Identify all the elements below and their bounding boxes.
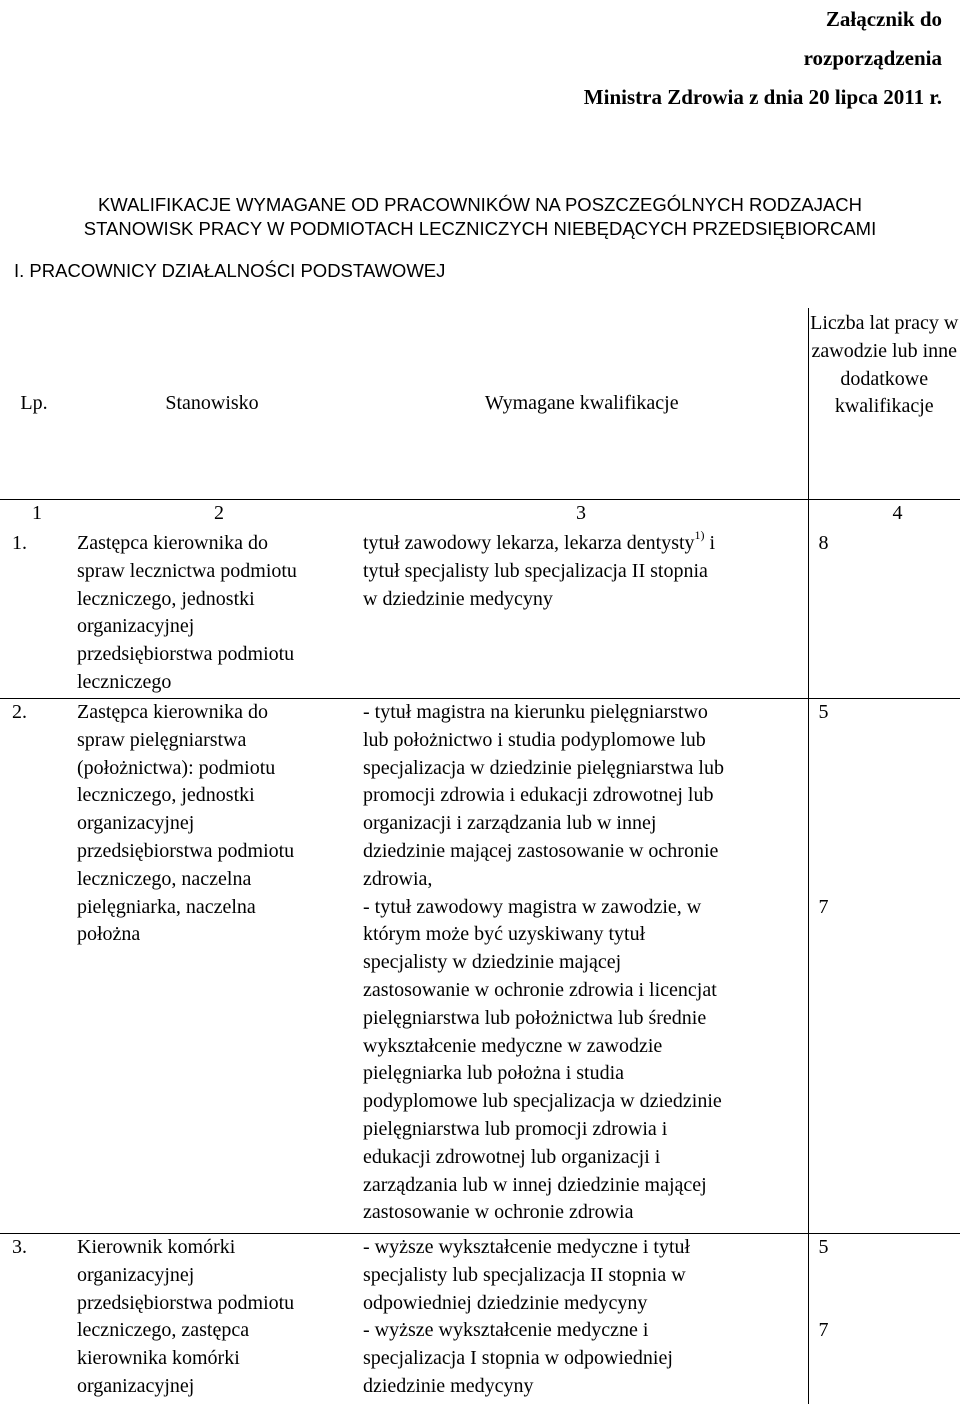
column-number-row <box>0 500 960 531</box>
row-1-qual-part-a: tytuł zawodowy lekarza, lekarza dentysty <box>363 532 695 554</box>
row-1-position: Zastępca kierownika do spraw lecznictwa podmiotu leczniczego, jednostki organizacyjnej przedsiębiorstwa podmiotu leczniczego <box>77 532 297 693</box>
header-cell-years <box>808 308 960 500</box>
header-position: Stanowisko <box>165 391 259 414</box>
header-cell-qualifications <box>356 308 808 500</box>
document-title <box>12 193 948 241</box>
header-qualifications: Wymagane kwalifikacje <box>484 391 679 414</box>
annex-line-3: Ministra Zdrowia z dnia 20 lipca 2011 r. <box>583 85 942 109</box>
row-2-qualifications: - tytuł magistra na kierunku pielęgniarstwo lub położnictwo i studia podyplomowe lub specjalizacja w dziedzinie pielęgniarstwa lub promocji zdrowia i edukacji zdrowotnej lub organizacji i zarządzania lub w innej dziedzinie mającej zastosowanie w ochronie zdrowia, - tytuł zawodowy magistra w zawodzie, w którym może być uzyskiwany tytuł specjalisty w dziedzinie mającej zastosowanie w ochronie zdrowia i licencjat pielęgniarstwa lub położnictwa lub średnie wykształcenie medyczne w zawodzie pielęgniarka lub położna i studia podyplomowe lub specjalizacja w dziedzinie pielęgniarstwa lub promocji zdrowia i edukacji zdrowotnej lub organizacji i zarządzania lub w innej dziedzinie mającej zastosowanie w ochronie zdrowia <box>356 699 808 1234</box>
column-number-3: 3 <box>356 500 808 531</box>
footnote-ref: 1) <box>694 528 705 543</box>
row-1-qualifications <box>356 530 808 699</box>
table-row <box>0 699 960 1234</box>
header-cell-position <box>68 308 356 500</box>
row-2-lp: 2. <box>0 699 68 1234</box>
annex-line-1: Załącznik do <box>825 7 942 31</box>
row-1-lp: 1. <box>12 532 27 554</box>
header-cell-lp <box>0 308 68 500</box>
annex-header <box>584 0 942 117</box>
column-number-1: 1 <box>0 500 68 531</box>
table-header-row <box>0 308 960 500</box>
row-3-qualifications: - wyższe wykształcenie medyczne i tytuł specjalisty lub specjalizacja II stopnia w odpowiedniej dziedzinie medycyny - wyższe wykształcenie medyczne i specjalizacja I stopnia w odpowiedniej dziedzinie medycyny <box>356 1234 808 1405</box>
annex-line-2: rozporządzenia <box>803 46 942 70</box>
column-number-2: 2 <box>68 500 356 531</box>
table-row <box>0 530 960 699</box>
section-heading: I. PRACOWNICY DZIAŁALNOŚCI PODSTAWOWEJ <box>14 260 446 281</box>
row-2-position: Zastępca kierownika do spraw pielęgniarstwa (położnictwa): podmiotu leczniczego, jednostki organizacyjnej przedsiębiorstwa podmiotu leczniczego, naczelna pielęgniarka, naczelna położna <box>68 699 356 1234</box>
qualifications-table <box>0 308 960 1404</box>
title-line-2: STANOWISK PRACY W PODMIOTACH LECZNICZYCH NIEBĘDĄCYCH PRZEDSIĘBIORCAMI <box>83 218 877 239</box>
row-3-years: 5 7 <box>808 1234 960 1405</box>
row-1-qual-part-b: i tytuł specjalisty lub specjalizacja II stopnia w dziedzinie medycyny <box>363 532 716 610</box>
table-row <box>0 1234 960 1405</box>
row-3-position: Kierownik komórki organizacyjnej przedsiębiorstwa podmiotu leczniczego, zastępca kierownika komórki organizacyjnej <box>68 1234 356 1405</box>
header-years: Liczba lat pracy w zawodzie lub inne dodatkowe kwalifikacje <box>810 312 959 418</box>
row-1-years: 8 <box>818 532 829 554</box>
header-lp: Lp. <box>20 391 48 414</box>
title-line-1: KWALIFIKACJE WYMAGANE OD PRACOWNIKÓW NA POSZCZEGÓLNYCH RODZAJACH <box>97 194 863 215</box>
row-3-lp: 3. <box>0 1234 68 1405</box>
row-2-years: 5 7 <box>808 699 960 1234</box>
column-number-4: 4 <box>808 500 960 531</box>
